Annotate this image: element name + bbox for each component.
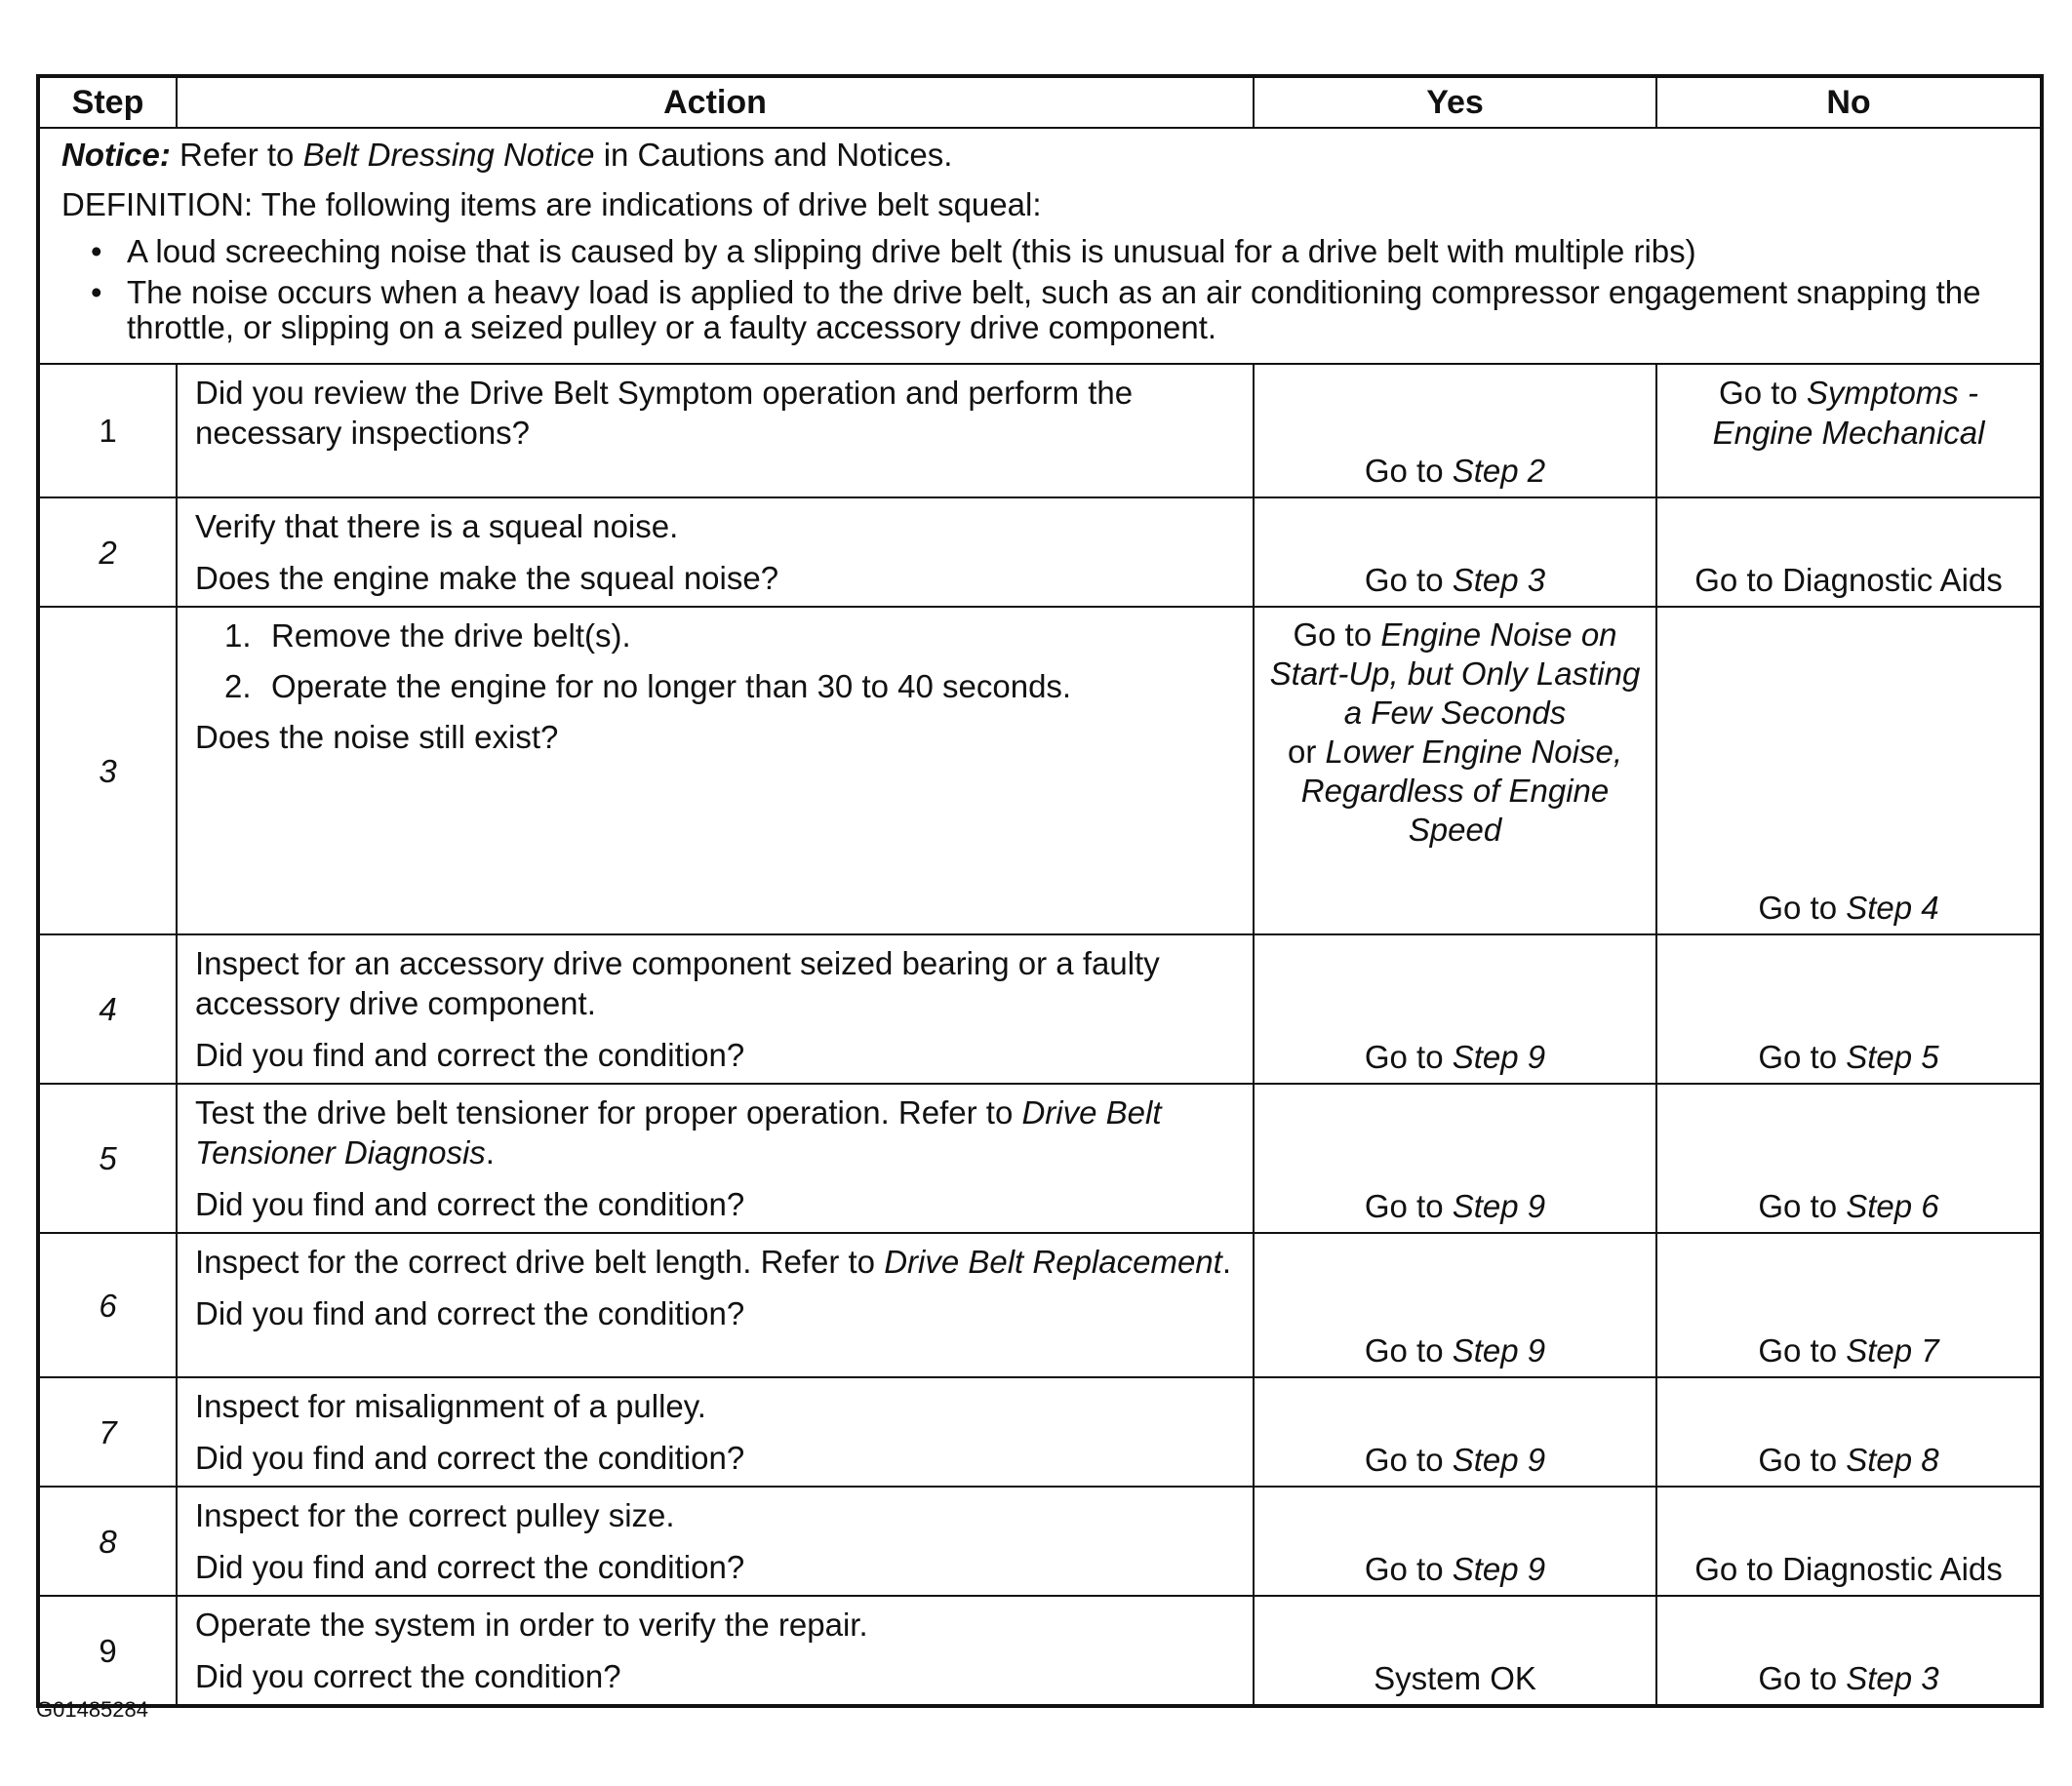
step-row-9 <box>38 1596 2042 1706</box>
action-question: Did you find and correct the condition? <box>195 1186 745 1222</box>
action-text: Inspect for misalignment of a pulley. <box>195 1388 706 1424</box>
yes-cell <box>1254 1377 1656 1487</box>
notice-text-after: in Cautions and Notices. <box>594 137 953 173</box>
definition-bullet: • The noise occurs when a heavy load is applied to the drive belt, such as an air conditioning compressor engagement snapping the throttle, or slipping on a seized pulley or a faulty accessory drive component. <box>61 275 2022 345</box>
step-action <box>177 1487 1254 1596</box>
notice-row <box>38 128 2042 364</box>
diagnostic-table <box>36 74 2044 1708</box>
no-cell <box>1656 607 2042 934</box>
step-action <box>177 1233 1254 1377</box>
yes-prefix: Go to <box>1364 1442 1453 1478</box>
definition-bullet: • A loud screeching noise that is caused by a slipping drive belt (this is unusual for a drive belt with multiple ribs) <box>61 234 2022 269</box>
step-row-1 <box>38 364 2042 497</box>
yes-target: Step 9 <box>1452 1332 1546 1369</box>
no-cell: Go to Diagnostic Aids <box>1656 497 2042 607</box>
no-cell <box>1656 364 2042 497</box>
notice-link-text: Belt Dressing Notice <box>302 137 595 173</box>
action-reference: Drive Belt Tensioner Diagnosis <box>195 1094 1162 1171</box>
step-action <box>177 607 1254 934</box>
no-target: Symptoms - Engine Mechanical <box>1712 375 1985 451</box>
no-cell <box>1656 1233 2042 1377</box>
action-list <box>195 615 1235 706</box>
action-question: Did you find and correct the condition? <box>195 1440 745 1476</box>
yes-target-1: Engine Noise on Start-Up, but Only Lasting a Few Seconds <box>1269 616 1641 731</box>
action-text: Operate the system in order to verify the repair. <box>195 1607 868 1643</box>
step-action <box>177 1377 1254 1487</box>
action-reference: Drive Belt Replacement <box>884 1244 1222 1280</box>
yes-target: Step 9 <box>1452 1442 1546 1478</box>
no-prefix: Go to <box>1758 1442 1847 1478</box>
action-question: Does the engine make the squeal noise? <box>195 560 779 596</box>
yes-cell <box>1254 934 1656 1084</box>
yes-prefix: Go to <box>1364 1039 1453 1075</box>
yes-cell <box>1254 1487 1656 1596</box>
yes-cell <box>1254 497 1656 607</box>
yes-prefix: Go to <box>1364 453 1453 489</box>
no-prefix: Go to <box>1758 890 1847 926</box>
header-no: No <box>1656 76 2042 128</box>
yes-prefix: Go to <box>1364 562 1453 598</box>
step-number: 5 <box>38 1084 177 1233</box>
step-number: 6 <box>38 1233 177 1377</box>
header-step: Step <box>38 76 177 128</box>
yes-prefix: Go to <box>1293 616 1381 653</box>
action-text: Inspect for the correct drive belt length. Refer to Drive Belt Replacement. <box>195 1244 1232 1280</box>
no-cell <box>1656 1084 2042 1233</box>
action-text: Verify that there is a squeal noise. <box>195 508 679 544</box>
step-action <box>177 364 1254 497</box>
step-number: 4 <box>38 934 177 1084</box>
notice-label: Notice: <box>61 137 171 173</box>
yes-target-2: Lower Engine Noise, Regardless of Engine Speed <box>1300 734 1623 848</box>
no-target: Step 6 <box>1846 1188 1939 1224</box>
step-number: 8 <box>38 1487 177 1596</box>
no-prefix: Go to <box>1758 1332 1847 1369</box>
yes-prefix: Go to <box>1364 1188 1453 1224</box>
no-cell <box>1656 1377 2042 1487</box>
step-number: 3 <box>38 607 177 934</box>
no-cell <box>1656 1596 2042 1706</box>
action-list-item: 2. Operate the engine for no longer than 30 to 40 seconds. <box>224 668 1072 704</box>
no-cell: Go to Diagnostic Aids <box>1656 1487 2042 1596</box>
step-number: 1 <box>38 364 177 497</box>
header-row <box>38 76 2042 128</box>
step-action <box>177 1084 1254 1233</box>
yes-prefix: Go to <box>1364 1332 1453 1369</box>
step-number: 9 <box>38 1596 177 1706</box>
action-question: Does the noise still exist? <box>195 719 559 755</box>
yes-target: Step 3 <box>1452 562 1546 598</box>
header-action: Action <box>177 76 1254 128</box>
notice-cell <box>38 128 2042 364</box>
notice-line <box>61 135 2022 175</box>
step-number: 7 <box>38 1377 177 1487</box>
step-number: 2 <box>38 497 177 607</box>
figure-id: G01485284 <box>36 1697 148 1722</box>
action-list-item: 1. Remove the drive belt(s). <box>224 617 631 654</box>
no-target: Step 4 <box>1846 890 1939 926</box>
no-prefix: Go to <box>1758 1039 1847 1075</box>
yes-prefix: Go to <box>1364 1551 1453 1587</box>
no-prefix: Go to <box>1758 1660 1847 1696</box>
no-cell <box>1656 934 2042 1084</box>
action-question: Did you correct the condition? <box>195 1658 621 1694</box>
action-text: Inspect for an accessory drive component seized bearing or a faulty accessory drive component. <box>195 945 1160 1021</box>
action-question: Did you find and correct the condition? <box>195 1037 745 1073</box>
no-prefix: Go to <box>1758 1188 1847 1224</box>
no-target: Step 5 <box>1846 1039 1939 1075</box>
notice-text-before: Refer to <box>170 137 303 173</box>
definition-bullets <box>61 234 2022 345</box>
header-yes: Yes <box>1254 76 1656 128</box>
yes-cell <box>1254 1084 1656 1233</box>
action-question: Did you find and correct the condition? <box>195 1549 745 1585</box>
step-action <box>177 934 1254 1084</box>
yes-target: Step 9 <box>1452 1551 1546 1587</box>
yes-target: Step 9 <box>1452 1188 1546 1224</box>
step-row-5 <box>38 1084 2042 1233</box>
step-action <box>177 1596 1254 1706</box>
step-action <box>177 497 1254 607</box>
yes-cell <box>1254 607 1656 934</box>
step-row-2 <box>38 497 2042 607</box>
step-row-8 <box>38 1487 2042 1596</box>
definition-line: DEFINITION: The following items are indications of drive belt squeal: <box>61 186 1042 222</box>
yes-or: or <box>1287 734 1326 770</box>
yes-cell <box>1254 1233 1656 1377</box>
no-prefix: Go to <box>1719 375 1807 411</box>
yes-cell <box>1254 364 1656 497</box>
step-row-7 <box>38 1377 2042 1487</box>
step-row-4 <box>38 934 2042 1084</box>
action-question: Did you find and correct the condition? <box>195 1295 745 1331</box>
yes-cell: System OK <box>1254 1596 1656 1706</box>
no-target: Step 8 <box>1846 1442 1939 1478</box>
yes-target: Step 9 <box>1452 1039 1546 1075</box>
diagnostic-table-wrapper <box>36 74 2040 1708</box>
action-text: Test the drive belt tensioner for proper operation. Refer to Drive Belt Tensioner Diagnosis. <box>195 1094 1162 1171</box>
action-text: Inspect for the correct pulley size. <box>195 1497 675 1533</box>
action-text: Did you review the Drive Belt Symptom operation and perform the necessary inspections? <box>195 375 1134 451</box>
yes-target: Step 2 <box>1452 453 1546 489</box>
no-target: Step 3 <box>1846 1660 1939 1696</box>
no-target: Step 7 <box>1846 1332 1939 1369</box>
step-row-6 <box>38 1233 2042 1377</box>
step-row-3 <box>38 607 2042 934</box>
